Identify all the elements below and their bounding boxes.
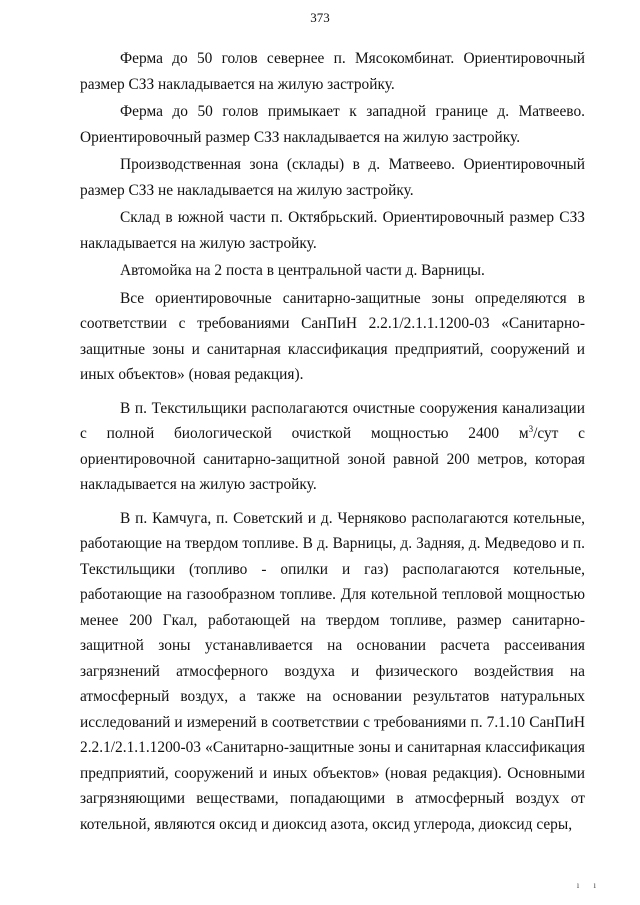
paragraph-sanpin-zones: Все ориентировочные санитарно-защитные зоны определяются в соответствии с требованиями СанПиН 2.2.1/2.1.1.1200-03 «Санитарно-защитные зоны и санитарная классификация предприятий, сооружений и иных объектов» (новая редакция). [80, 289, 585, 383]
paragraph-car-wash: Автомойка на 2 поста в центральной части д. Варницы. [120, 262, 485, 279]
cubic-superscript: 3 [528, 423, 534, 434]
treatment-text-before: В п. Текстильщики располагаются очистные сооружения канализации с полной биологической очисткой мощностью 2400 м [80, 399, 585, 442]
paragraph-farm-west: Ферма до 50 голов примыкает к западной границе д. Матвеево. Ориентировочный размер СЗЗ накладывается на жилую застройку. [80, 103, 585, 146]
document-body [80, 46, 585, 837]
page-number: 373 [310, 10, 330, 25]
paragraph-production-zone: Производственная зона (склады) в д. Матвеево. Ориентировочный размер СЗЗ не накладывается на жилую застройку. [80, 156, 585, 199]
treatment-text-after: /сут с ориентировочной санитарно-защитной зоной равной 200 метров, которая накладывается на жилую застройку. [80, 425, 585, 493]
paragraph-warehouse: Склад в южной части п. Октябрьский. Ориентировочный размер СЗЗ накладывается на жилую застройку. [80, 209, 585, 252]
paragraph-boilers: В п. Камчуга, п. Советский и д. Черняково располагаются котельные, работающие на твердом топливе. В д. Варницы, д. Задняя, д. Медведово и п. Текстильщики (топливо - опилки и газ) располагаются котельные, работающие на газообразном топливе. Для котельной тепловой мощностью менее 200 Гкал, работающей на твердом топливе, размер санитарно-защитной зоны устанавливается на основании расчета рассеивания загрязнений атмосферного воздуха и физического воздействия на атмосферный воздух, а также на основании результатов натуральных исследований и измерений в соответствии с требованиями п. 7.1.10 СанПиН 2.2.1/2.1.1.1200-03 «Санитарно-защитные зоны и санитарная классификация предприятий, сооружений и иных объектов» (новая редакция). Основными загрязняющими веществами, попадающими в атмосферный воздух от котельной, являются оксид и диоксид азота, оксид углерода, диоксид серы, [80, 509, 585, 833]
scan-mark: ı ı [576, 880, 602, 890]
paragraph-farm-north: Ферма до 50 голов севернее п. Мясокомбинат. Ориентировочный размер СЗЗ накладывается на жилую застройку. [80, 50, 585, 93]
paragraph-treatment-plant [80, 396, 585, 498]
